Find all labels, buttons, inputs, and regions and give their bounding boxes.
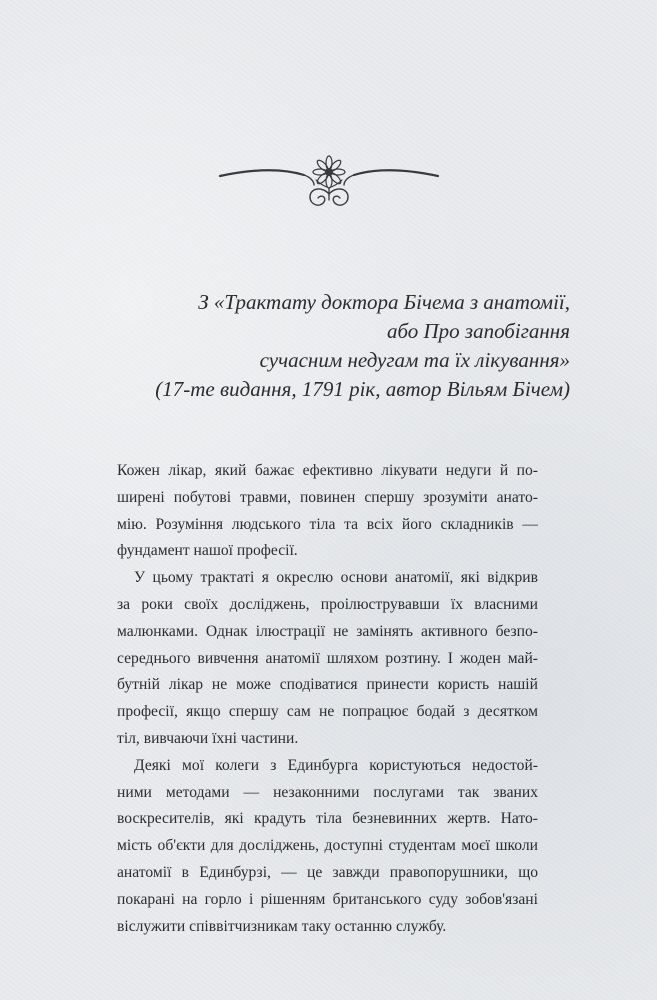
text-line: бутній лікар не може сподіватися принести користь нашій bbox=[117, 676, 538, 694]
text-line: анатомії в Единбурзі, — це завжди правопорушники, що bbox=[117, 863, 538, 881]
epigraph-line: З «Трактату доктора Бічема з анатомії, bbox=[198, 290, 570, 314]
epigraph-line: сучасним недугам та їх лікування» bbox=[259, 348, 570, 372]
text-line: Кожен лікар, який бажає ефективно лікувати недуги й по- bbox=[117, 462, 538, 479]
text-line: за роки своїх досліджень, проілюструвавши їх власними bbox=[117, 595, 538, 613]
floral-divider-icon bbox=[218, 150, 440, 218]
text-line: мію. Розуміння людського тіла та всіх його складників — bbox=[117, 515, 538, 533]
text-line: мість об'єкти для досліджень, доступні студентам моєї школи bbox=[117, 837, 538, 855]
epigraph-line: або Про запобігання bbox=[386, 319, 570, 343]
text-line: Деякі мої колеги з Единбурга користуються недостой- bbox=[134, 756, 538, 774]
epigraph bbox=[90, 288, 570, 404]
text-line: У цьому трактаті я окреслю основи анатомії, які відкрив bbox=[134, 569, 538, 587]
text-line: професії, якщо спершу сам не попрацює бодай з десятком bbox=[117, 703, 538, 721]
text-line: ширені побутові травми, повинен спершу зрозуміти анато- bbox=[117, 488, 538, 506]
body-text bbox=[117, 458, 538, 940]
text-line: малюнками. Однак ілюстрації не замінять активного безпо- bbox=[117, 622, 538, 640]
text-line: покарані на горло і рішенням британського суду зобов'язані bbox=[117, 890, 538, 908]
epigraph-line: (17-те видання, 1791 рік, автор Вільям Бічем) bbox=[155, 377, 570, 401]
text-line: ними методами — незаконними послугами так званих bbox=[117, 783, 538, 801]
text-line: тіл, вивчаючи їхні частини. bbox=[117, 729, 299, 747]
text-line: віслужити співвітчизникам таку останню службу. bbox=[117, 917, 447, 935]
text-line: середнього вивчення анатомії шляхом розтину. І жоден май- bbox=[117, 649, 538, 667]
text-line: фундамент нашої професії. bbox=[117, 542, 298, 560]
text-line: воскресителів, які крадуть тіла безневинних жертв. Нато- bbox=[117, 810, 538, 828]
